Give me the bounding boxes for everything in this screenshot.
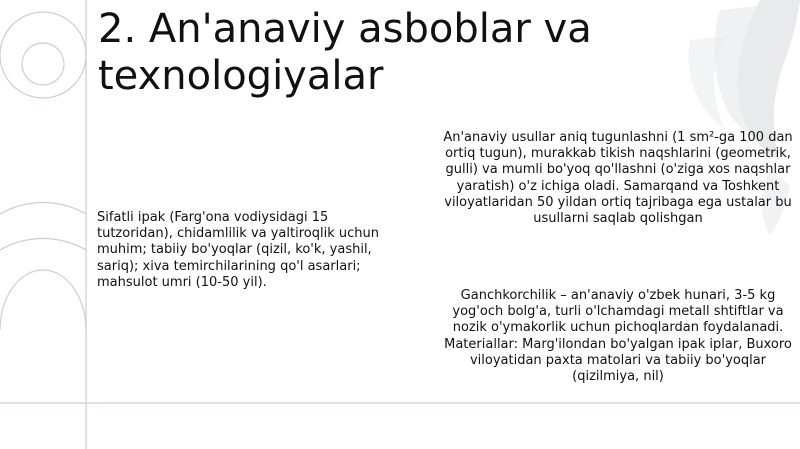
- left-text-block: Sifatli ipak (Farg'ona vodiysidagi 15 tutzoridan), chidamlilik va yaltiroqlik uchun muhim; tabiiy bo'yoqlar (qizil, ko'k, yashil, sariq); xiva temirchilarining qo'l asarlari; mahsulot umri (10-50 yil).: [97, 210, 379, 290]
- right-text-block-2: Ganchkorchilik – an'anaviy o'zbek hunari, 3-5 kg yog'och bolg'a, turli o'lchamdagi metall shtiftlar va nozik o'ymakorlik uchun pichoqlardan foydalanadi. Materiallar: Marg'ilondan bo'yalgan ipak iplar, Buxoro viloyatidan paxta matolari va tabiiy bo'yoqlar (qizilmiya, nil): [444, 288, 792, 385]
- deco-arc-2: [0, 238, 86, 250]
- deco-arc-3: [0, 270, 86, 330]
- slide-title: 2. An'anaviy asboblar va texnologiyalar: [98, 6, 592, 99]
- deco-circle-small: [22, 43, 64, 85]
- right-text-block-1: An'anaviy usullar aniq tugunlashni (1 sm²-ga 100 dan ortiq tugun), murakkab tikish naqshlarini (geometrik, gulli) va mumli bo'yoq qo'llashni (o'ziga xos naqshlar yaratish) o'z ichiga oladi. Samarqand va Toshkent viloyatlaridan 50 yildan ortiq tajribaga ega ustalar bu usullarni saqlab qolishgan: [443, 130, 793, 227]
- deco-arc-1: [0, 202, 86, 214]
